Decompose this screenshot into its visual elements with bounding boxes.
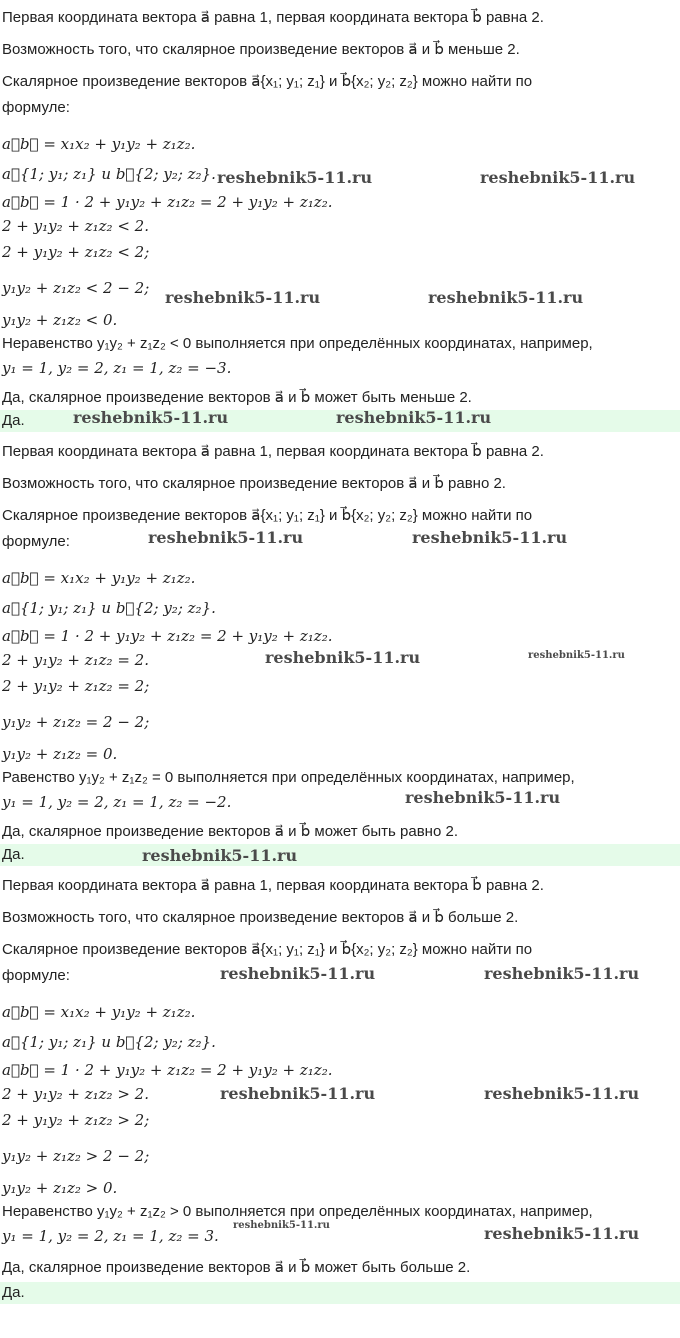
block2-explanation: Равенство y₁y₂ + z₁z₂ = 0 выполняется при определённых координатах, например, [2,769,575,786]
watermark: reshebnik5-11.ru [412,528,568,547]
block1-step-4: 2 + y₁y₂ + z₁z₂ < 2. [2,217,149,235]
block2-step-5: 2 + y₁y₂ + z₁z₂ = 2; [2,677,150,695]
block2-step-4: 2 + y₁y₂ + z₁z₂ = 2. [2,651,149,669]
block2-step-6: y₁y₂ + z₁z₂ = 2 − 2; [2,713,150,731]
watermark: reshebnik5-11.ru [336,408,492,427]
block2-answer: Да. [2,846,25,863]
watermark: reshebnik5-11.ru [148,528,304,547]
watermark: reshebnik5-11.ru [405,788,561,807]
watermark: reshebnik5-11.ru [484,1084,640,1103]
block1-step-6: y₁y₂ + z₁z₂ < 2 − 2; [2,279,150,297]
watermark: reshebnik5-11.ru [142,846,298,865]
block2-step-2: a⃗{1; y₁; z₁} и b⃗{2; y₂; z₂}. [2,599,216,617]
block1-step-7: y₁y₂ + z₁z₂ < 0. [2,311,118,329]
block2-formula-word: формуле: [2,533,70,550]
block3-answer-bar [0,1282,680,1304]
block1-conclusion: Да, скалярное произведение векторов a⃗ и b⃗ может быть меньше 2. [2,389,472,406]
block2-statement: Первая координата вектора a⃗ равна 1, первая координата вектора b⃗ равна 2. [2,443,544,460]
watermark: reshebnik5-11.ru [73,408,229,427]
block1-explanation: Неравенство y₁y₂ + z₁z₂ < 0 выполняется при определённых координатах, например, [2,335,593,352]
block3-step-6: y₁y₂ + z₁z₂ > 2 − 2; [2,1147,150,1165]
block2-step-7: y₁y₂ + z₁z₂ = 0. [2,745,118,763]
watermark: reshebnik5-11.ru [484,964,640,983]
block1-intro: Скалярное произведение векторов a⃗{x₁; y₁; z₁} и b⃗{x₂; y₂; z₂} можно найти по [2,73,533,90]
watermark: reshebnik5-11.ru [528,650,625,661]
block3-explanation: Неравенство y₁y₂ + z₁z₂ > 0 выполняется при определённых координатах, например, [2,1203,593,1220]
block3-step-5: 2 + y₁y₂ + z₁z₂ > 2; [2,1111,150,1129]
block1-step-2: a⃗{1; y₁; z₁} и b⃗{2; y₂; z₂}. [2,165,216,183]
block1-step-5: 2 + y₁y₂ + z₁z₂ < 2; [2,243,150,261]
block3-step-7: y₁y₂ + z₁z₂ > 0. [2,1179,118,1197]
block2-question: Возможность того, что скалярное произведение векторов a⃗ и b⃗ равно 2. [2,475,506,492]
block1-example: y₁ = 1, y₂ = 2, z₁ = 1, z₂ = −3. [2,359,232,377]
block2-step-3: a⃗b⃗ = 1 · 2 + y₁y₂ + z₁z₂ = 2 + y₁y₂ + z₁z₂. [2,627,333,645]
watermark: reshebnik5-11.ru [428,288,584,307]
block3-step-1: a⃗b⃗ = x₁x₂ + y₁y₂ + z₁z₂. [2,1003,196,1021]
block2-conclusion: Да, скалярное произведение векторов a⃗ и b⃗ может быть равно 2. [2,823,458,840]
block3-example: y₁ = 1, y₂ = 2, z₁ = 1, z₂ = 3. [2,1227,219,1245]
watermark: reshebnik5-11.ru [233,1220,330,1231]
watermark: reshebnik5-11.ru [220,964,376,983]
block3-step-4: 2 + y₁y₂ + z₁z₂ > 2. [2,1085,149,1103]
watermark: reshebnik5-11.ru [165,288,321,307]
block3-statement: Первая координата вектора a⃗ равна 1, первая координата вектора b⃗ равна 2. [2,877,544,894]
block1-question: Возможность того, что скалярное произведение векторов a⃗ и b⃗ меньше 2. [2,41,520,58]
block2-step-1: a⃗b⃗ = x₁x₂ + y₁y₂ + z₁z₂. [2,569,196,587]
block3-intro: Скалярное произведение векторов a⃗{x₁; y₁; z₁} и b⃗{x₂; y₂; z₂} можно найти по [2,941,533,958]
block3-answer: Да. [2,1284,25,1301]
watermark: reshebnik5-11.ru [220,1084,376,1103]
block3-formula-word: формуле: [2,967,70,984]
watermark: reshebnik5-11.ru [217,168,373,187]
block3-step-3: a⃗b⃗ = 1 · 2 + y₁y₂ + z₁z₂ = 2 + y₁y₂ + z₁z₂. [2,1061,333,1079]
block1-answer: Да. [2,412,25,429]
block2-answer-bar [0,844,680,866]
watermark: reshebnik5-11.ru [265,648,421,667]
block1-step-1: a⃗b⃗ = x₁x₂ + y₁y₂ + z₁z₂. [2,135,196,153]
block1-step-3: a⃗b⃗ = 1 · 2 + y₁y₂ + z₁z₂ = 2 + y₁y₂ + z₁z₂. [2,193,333,211]
block3-step-2: a⃗{1; y₁; z₁} и b⃗{2; y₂; z₂}. [2,1033,216,1051]
block2-example: y₁ = 1, y₂ = 2, z₁ = 1, z₂ = −2. [2,793,232,811]
watermark: reshebnik5-11.ru [480,168,636,187]
block2-intro: Скалярное произведение векторов a⃗{x₁; y₁; z₁} и b⃗{x₂; y₂; z₂} можно найти по [2,507,533,524]
block3-conclusion: Да, скалярное произведение векторов a⃗ и b⃗ может быть больше 2. [2,1259,471,1276]
block1-statement: Первая координата вектора a⃗ равна 1, первая координата вектора b⃗ равна 2. [2,9,544,26]
watermark: reshebnik5-11.ru [484,1224,640,1243]
block1-formula-word: формуле: [2,99,70,116]
block3-question: Возможность того, что скалярное произведение векторов a⃗ и b⃗ больше 2. [2,909,519,926]
